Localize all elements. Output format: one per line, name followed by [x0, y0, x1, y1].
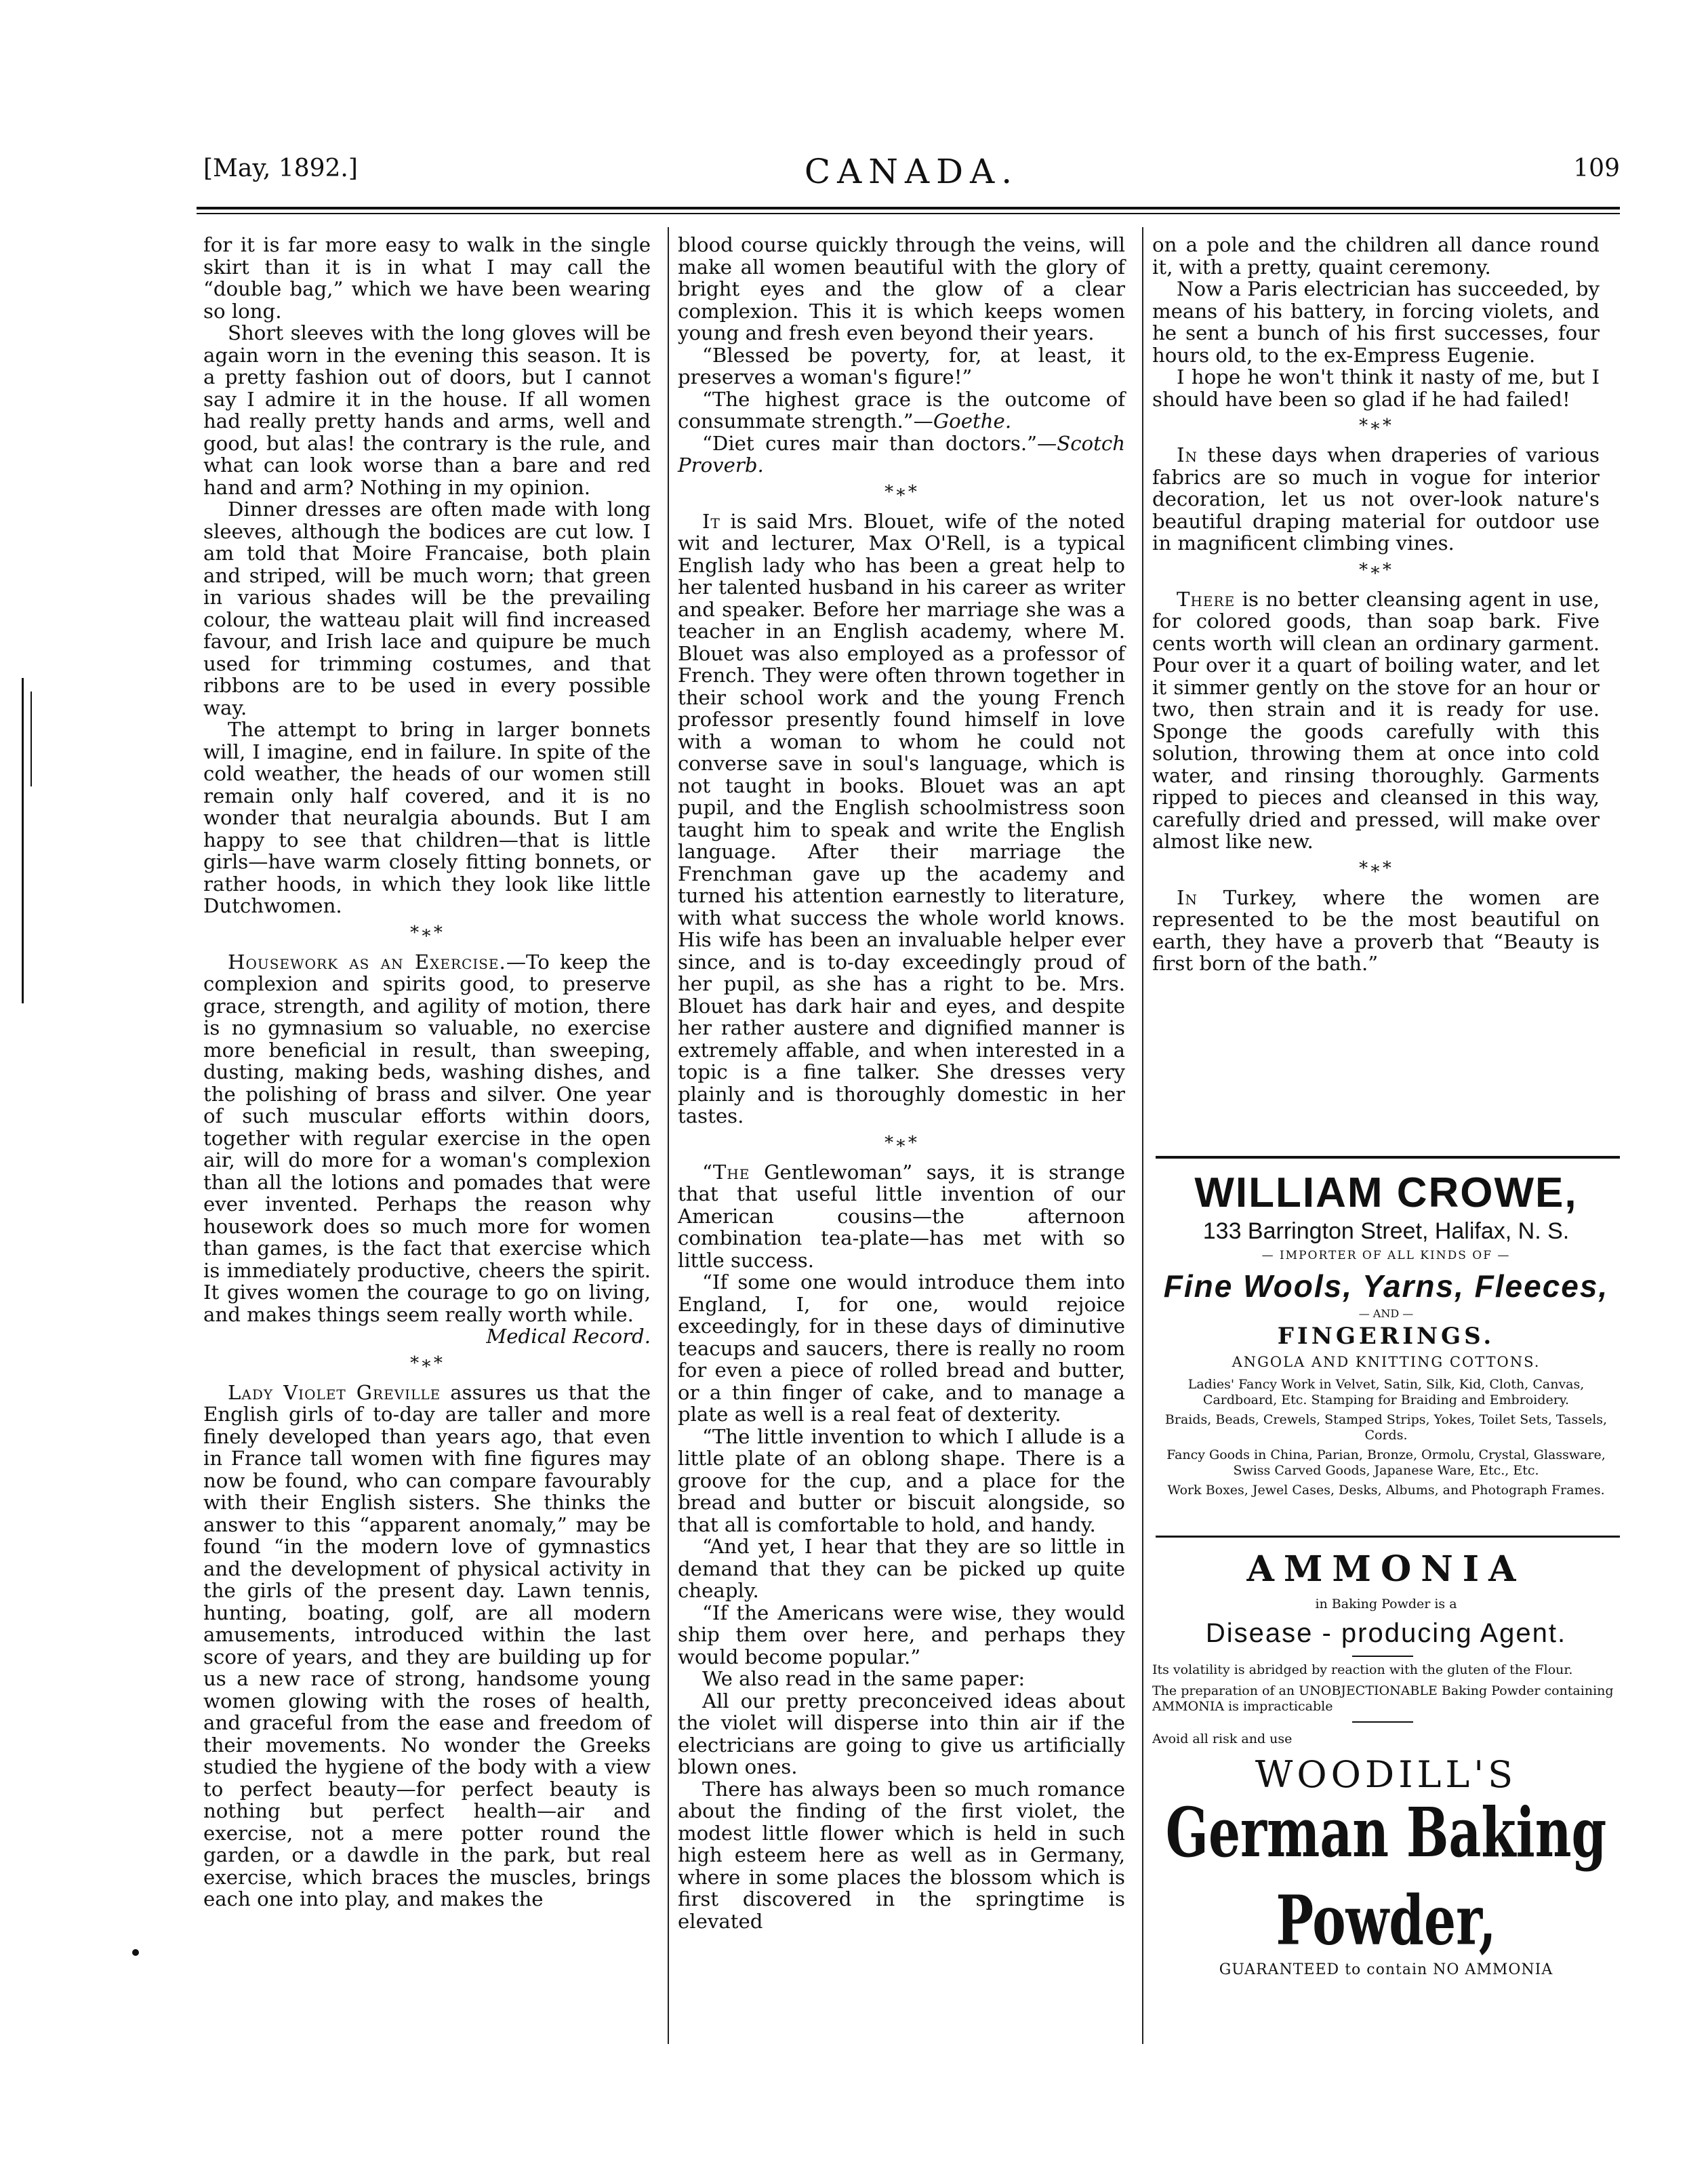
paragraph: Short sleeves with the long gloves will be again worn in the evening this season. It is a pretty fashion out of doors, but I cannot say I admire it in the house. If all women had really pretty hands and arms, well and good, but alas! the contrary is the rule, and what can look worse than a bare and red hand and arm? Nothing in my opinion. [203, 321, 651, 499]
margin-dot [132, 1949, 139, 1956]
paragraph: “If some one would introduce them into England, I, for one, would rejoice exceedingly, for in these days of diminutive teacups and saucers, there is really no room for even a piece of rolled bread and butter, or a thin finger of cake, and to manage a plate as well is a real feat of dexterity. [678, 1270, 1125, 1426]
quote: “Blessed be poverty, for, at least, it preserves a woman's figure!” [678, 343, 1125, 388]
section-separator: *∗* [1359, 416, 1393, 436]
list-item: Braids, Beads, Crewels, Stamped Strips, Yokes, Toilet Sets, Tassels, Cords. [1164, 1412, 1608, 1443]
ad-subheadline: FINGERINGS. [1277, 1323, 1495, 1350]
quote [678, 388, 1125, 433]
paragraph: There has always been so much romance about the finding of the first violet, the modest little flower which is held in such high esteem here as well as in Germany, where in some places the blossom which is first discovered in the springtime is elevated [678, 1777, 1125, 1933]
advertiser-address: 133 Barrington Street, Halifax, N. S. [1202, 1218, 1570, 1244]
article-greville [203, 1382, 651, 1910]
article-heading: Housework as an Exercise. [228, 950, 506, 974]
paragraph: Now a Paris electrician has succeeded, by means of his battery, in forcing violets, and he sent a bunch of his first successes, four hours old, to the ex-Empress Eugenie. [1152, 277, 1600, 367]
paragraph: I hope he won't think it nasty of me, but I should have been so glad if he had failed! [1152, 365, 1600, 411]
quote-text: “Diet cures mair than doctors.”— [702, 431, 1057, 455]
publication-title: CANADA. [804, 152, 1019, 191]
ad-products: ANGOLA AND KNITTING COTTONS. [1232, 1354, 1541, 1370]
ad-short-rule [1352, 1721, 1413, 1723]
ad-product-list [1152, 1377, 1620, 1498]
ad-headline: Fine Wools, Yarns, Fleeces, [1163, 1268, 1609, 1304]
section-separator: *∗* [1359, 858, 1393, 879]
ad-line: in Baking Powder is a [1315, 1597, 1457, 1611]
article-drapery [1152, 444, 1600, 555]
article-blouet [678, 510, 1125, 1127]
ad-rule [1156, 1536, 1620, 1538]
article-soap-bark [1152, 588, 1600, 853]
article-lead: It [702, 509, 720, 533]
section-separator: *∗* [410, 922, 444, 943]
article-lead: In [1177, 885, 1198, 909]
section-separator: *∗* [884, 1132, 918, 1153]
article-body: is said Mrs. Blouet, wife of the noted wit and lecturer, Max O'Rell, is a typical English lady who has been a great help to her talented husband in his career as writer and speaker. Before her marriage she was a teacher in an English academy, where M. Blouet was also employed as a professor of French. They were often thrown together in their school work and the young French professor presently found himself in love with a woman to whom he could not converse save in soul's language, which is not taught in books. Blouet was an apt pupil, and the English schoolmistress soon taught him to speak and write the English language. After their marriage the Frenchman gave up the academy and turned his attention earnestly to literature, with what success the whole world knows. His wife has been an invaluable helper ever since, and is to-day exceedingly proud of her pupil, as she has a right to be. Mrs. Blouet has dark hair and eyes, and despite her rather austere and dignified manner is extremely affable, and when interested in a topic is a fine talker. She dresses very plainly and is thoroughly domestic in her tastes. [678, 509, 1125, 1127]
header-rule-bottom [197, 213, 1620, 214]
article-body: —To keep the complexion and spirits good, to preserve grace, strength, and agility of motion, there is no gymnasium so valuable, no exercise more beneficial in result, than sweeping, dusting, making beds, washing dishes, and the polishing of brass and silver. One year of such muscular efforts within doors, together with regular exercise in the open air, will do more for a woman's complexion than all the lotions and pomades that were ever invented. Perhaps the reason why housework does so much more for women than games, is the fact that exercise which is immediately productive, cheers the spirit. It gives women the courage to go on living, and makes things seem really worth while. [203, 950, 651, 1326]
margin-bracket [30, 692, 32, 786]
section-separator: *∗* [884, 481, 918, 502]
list-item: Work Boxes, Jewel Cases, Desks, Albums, and Photograph Frames. [1167, 1483, 1605, 1498]
article-body: assures us that the English girls of to-day are taller and more finely developed than years ago, that even in France tall women with fine figures may now be found, who can compare favourably with their English sisters. She thinks the answer to this “apparent anomaly,” may be found “in the modern love of gymnastics and the development of physical activity in the girls of the present day. Lawn tennis, hunting, boating, golf, are all modern amusements, introduced within the last score of years, and they are building up for us a new race of strong, handsome young women glowing with the roses of health, and graceful from the ease and freedom of their movements. No wonder the Greeks studied the hygiene of the body with a view to perfect beauty—for perfect beauty is nothing but perfect health—air and exercise, not a mere potter round the garden, or a dawdle in the park, but real exercise, which braces the muscles, brings each one into play, and makes the [203, 1380, 651, 1910]
ad-line: Avoid all risk and use [1152, 1731, 1293, 1746]
ad-subheadline: Disease - producing Agent. [1205, 1618, 1567, 1648]
brand-name: WOODILL'S [1255, 1753, 1518, 1796]
product-name: German Baking Powder, [1165, 1794, 1607, 1961]
paragraph: blood course quickly through the veins, will make all women beautiful with the glory of bright eyes and the glow of a clear complexion. This it is which keeps women young and fresh even beyond their years. [678, 233, 1125, 344]
article-turkey [1152, 887, 1600, 975]
quote-source: Scotch Proverb. [678, 431, 1125, 477]
article-gentlewoman [678, 1161, 1125, 1272]
paragraph: on a pole and the children all dance round it, with a pretty, quaint ceremony. [1152, 233, 1600, 279]
article-housework [203, 951, 651, 1348]
ad-connector: — AND — [1358, 1307, 1414, 1320]
importer-line: — IMPORTER OF ALL KINDS OF — [1261, 1249, 1511, 1262]
section-separator: *∗* [410, 1353, 444, 1374]
ad-note: The preparation of an UNOBJECTIONABLE Baking Powder containing AMMONIA is impracticable [1152, 1683, 1614, 1714]
margin-bracket [22, 678, 24, 1003]
paragraph: “If the Americans were wise, they would ship them over here, and perhaps they would become popular.” [678, 1601, 1125, 1668]
paragraph: Dinner dresses are often made with long sleeves, although the bodices are cut low. I am told that Moire Francaise, both plain and striped, will be much worn; that green in various shades will be the prevailing colour, the watteau plait will find increased favour, and Irish lace and quipure be much used for trimming costumes, and that ribbons are to be used in every possible way. [203, 498, 651, 719]
article-source: Medical Record. [486, 1325, 651, 1348]
quote-text: “The highest grace is the outcome of consummate strength.”— [678, 387, 1125, 433]
paragraph: The attempt to bring in larger bonnets will, I imagine, end in failure. In spite of the cold weather, the heads of our women still remain only half covered, and it is no wonder that neuralgia abounds. But I am happy to see that children—that is little girls—have warm closely fitting bonnets, or rather hoods, in which they look like little Dutchwomen. [203, 718, 651, 917]
column-2 [678, 234, 1125, 1932]
article-body: these days when draperies of various fabrics are so much in vogue for interior decoration, let us not over-look nature's beautiful draping material for outdoor use in magnificent climbing vines. [1152, 443, 1600, 555]
article-body: Turkey, where the women are represented to be the most beautiful on earth, they have a proverb that “Beauty is first born of the bath.” [1152, 885, 1600, 975]
ad-note: Its volatility is abridged by reaction with the gluten of the Flour. [1152, 1662, 1573, 1677]
list-item: Fancy Goods in China, Parian, Bronze, Ormolu, Crystal, Glassware, Swiss Carved Goods, Japanese Ware, Etc., Etc. [1166, 1447, 1606, 1478]
article-lead: “The [702, 1160, 750, 1184]
quote-source: Goethe. [933, 409, 1012, 433]
section-separator: *∗* [1359, 559, 1393, 580]
paragraph: “And yet, I hear that they are so little in demand that they can be picked up quite cheaply. [678, 1535, 1125, 1602]
article-lead: There [1177, 587, 1236, 611]
issue-date: [May, 1892.] [203, 155, 358, 182]
column-1 [203, 234, 651, 1910]
paragraph: “The little invention to which I allude is a little plate of an oblong shape. There is a groove for the cup, and a place for the bread and butter or biscuit alongside, so that all is comfortable to hold, and handy. [678, 1424, 1125, 1536]
column-divider [668, 227, 669, 2044]
paragraph: All our pretty preconceived ideas about the violet will disperse into thin air if the electricians are going to give us artificially blown ones. [678, 1689, 1125, 1778]
article-lead: Lady Violet Greville [228, 1380, 441, 1404]
advertiser-name: WILLIAM CROWE, [1194, 1169, 1578, 1216]
ad-rule [1156, 1156, 1620, 1159]
paragraph: for it is far more easy to walk in the single skirt than it is in what I may call the “double bag,” which we have been wearing so long. [203, 233, 651, 323]
header-rule-top [197, 207, 1620, 209]
advertisement-crowe [1152, 1169, 1620, 1502]
article-body: is no better cleansing agent in use, for colored goods, than soap bark. Five cents worth will clean an ordinary garment. Pour over it a quart of boiling water, and let it simmer gently on the stove for an hour or two, then strain and it is ready for use. Sponge the goods carefully with this solution, throwing them at once into cold water, and rinsing thoroughly. Garments ripped to pieces and cleansed in this way, carefully dried and pressed, will make over almost like new. [1152, 587, 1600, 853]
list-item: Ladies' Fancy Work in Velvet, Satin, Silk, Kid, Cloth, Canvas, Cardboard, Etc. Stamping for Braiding and Embroidery. [1187, 1377, 1585, 1407]
ad-short-rule [1352, 1656, 1413, 1657]
page-header [203, 152, 1620, 195]
article-body: Gentlewoman” says, it is strange that that useful little invention of our American cousins—the afternoon combination tea-plate—has met with so little success. [678, 1160, 1125, 1272]
ad-guarantee: GUARANTEED to contain NO AMMONIA [1219, 1961, 1553, 1978]
paragraph: We also read in the same paper: [702, 1667, 1025, 1690]
page-number: 109 [1573, 155, 1620, 182]
column-divider [1142, 227, 1143, 2044]
article-lead: In [1177, 443, 1198, 466]
advertisement-woodills [1152, 1546, 1620, 1982]
ad-headline: AMMONIA [1246, 1548, 1526, 1590]
quote [678, 433, 1125, 477]
column-3 [1152, 234, 1600, 975]
